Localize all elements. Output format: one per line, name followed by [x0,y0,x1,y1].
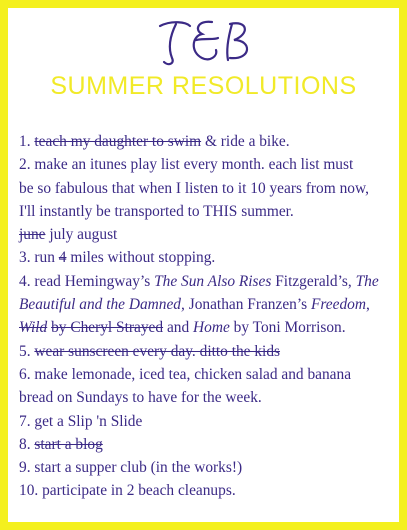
list-item [19,270,391,293]
list-item: 9. start a supper club (in the works!) [19,459,243,477]
list-item-continued: bread on Sundays to have for the week. [19,389,262,407]
list-item-continued [19,316,391,339]
struck-text: 4 [58,249,67,267]
monogram-logo [150,12,258,72]
item-text: Fitzgerald’s, [275,272,352,290]
struck-text: teach my daughter to swim [34,133,202,150]
book-title: Freedom [310,296,366,314]
list-item-continued: I'll instantly be transported to THIS summer. [19,202,294,220]
item-number: 1. [19,133,31,150]
book-title: Beautiful and the Damned, [19,296,185,314]
struck-text: start a blog [34,435,103,453]
list-item-continued [19,293,391,316]
list-item: 2. make an itunes play list every month. each list must [19,156,354,174]
resolutions-list [19,130,391,503]
struck-text: by Cheryl Strayed [51,319,164,337]
item-text: by Toni Morrison. [233,319,346,337]
item-text: 3. run [19,249,55,267]
list-item: 7. get a Slip 'n Slide [19,412,143,430]
list-item [19,130,391,153]
list-item [19,246,391,269]
item-text: and [166,319,190,337]
list-item [19,433,391,456]
item-text: & ride a bike. [204,133,290,150]
list-item: 6. make lemonade, iced tea, chicken salad and banana [19,365,352,383]
book-title: Home [193,319,230,337]
item-text: , [365,296,370,314]
book-title: The [355,272,379,290]
list-item: 10. participate in 2 beach cleanups. [19,482,236,500]
list-item-continued [19,223,391,246]
item-text: july august [49,226,118,244]
struck-text: wear sunscreen every day. ditto the kids [34,342,281,360]
item-number: 8. [19,435,31,453]
item-text: 4. read Hemingway’s [19,272,151,290]
list-item [19,340,391,363]
item-number: 5. [19,342,31,360]
struck-text: Wild [19,319,48,337]
struck-text: june [19,226,46,244]
list-item-continued: be so fabulous that when I listen to it 10 years from now, [19,179,369,197]
book-title: The Sun Also Rises [154,272,272,290]
item-text: miles without stopping. [70,249,216,267]
page-title: SUMMER RESOLUTIONS [50,72,357,100]
item-text: Jonathan Franzen’s [188,296,308,314]
